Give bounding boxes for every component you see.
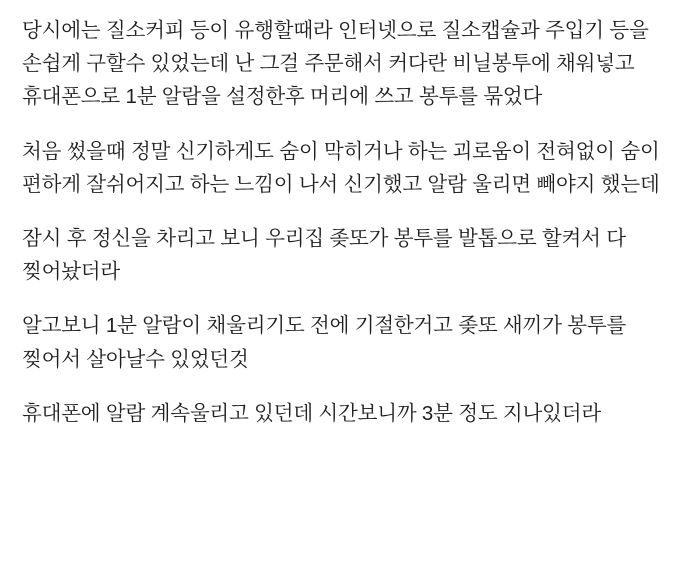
paragraph-3: 잠시 후 정신을 차리고 보니 우리집 좆또가 봉투를 발톱으로 할켜서 다 찢어놨더라	[22, 227, 632, 284]
paragraph-5: 휴대폰에 알람 계속울리고 있던데 시간보니까 3분 정도 지나있더라	[22, 401, 601, 425]
paragraph-1: 당시에는 질소커피 등이 유행할때라 인터넷으로 질소캡슐과 주입기 등을 손쉽게 구할수 있었는데 난 그걸 주문해서 커다란 비닐봉투에 채워넣고 휴대폰으로 1분 알람을 설정한후 머리에 쓰고 봉투를 묶었다	[22, 19, 655, 109]
paragraph-4: 알고보니 1분 알람이 채울리기도 전에 기절한거고 좆또 새끼가 봉투를 찢어서 살아날수 있었던것	[22, 314, 632, 371]
paragraph-2: 처음 썼을때 정말 신기하게도 숨이 막히거나 하는 괴로움이 전혀없이 숨이 편하게 잘쉬어지고 하는 느낌이 나서 신기했고 알람 울리면 빼야지 했는데	[22, 139, 666, 196]
